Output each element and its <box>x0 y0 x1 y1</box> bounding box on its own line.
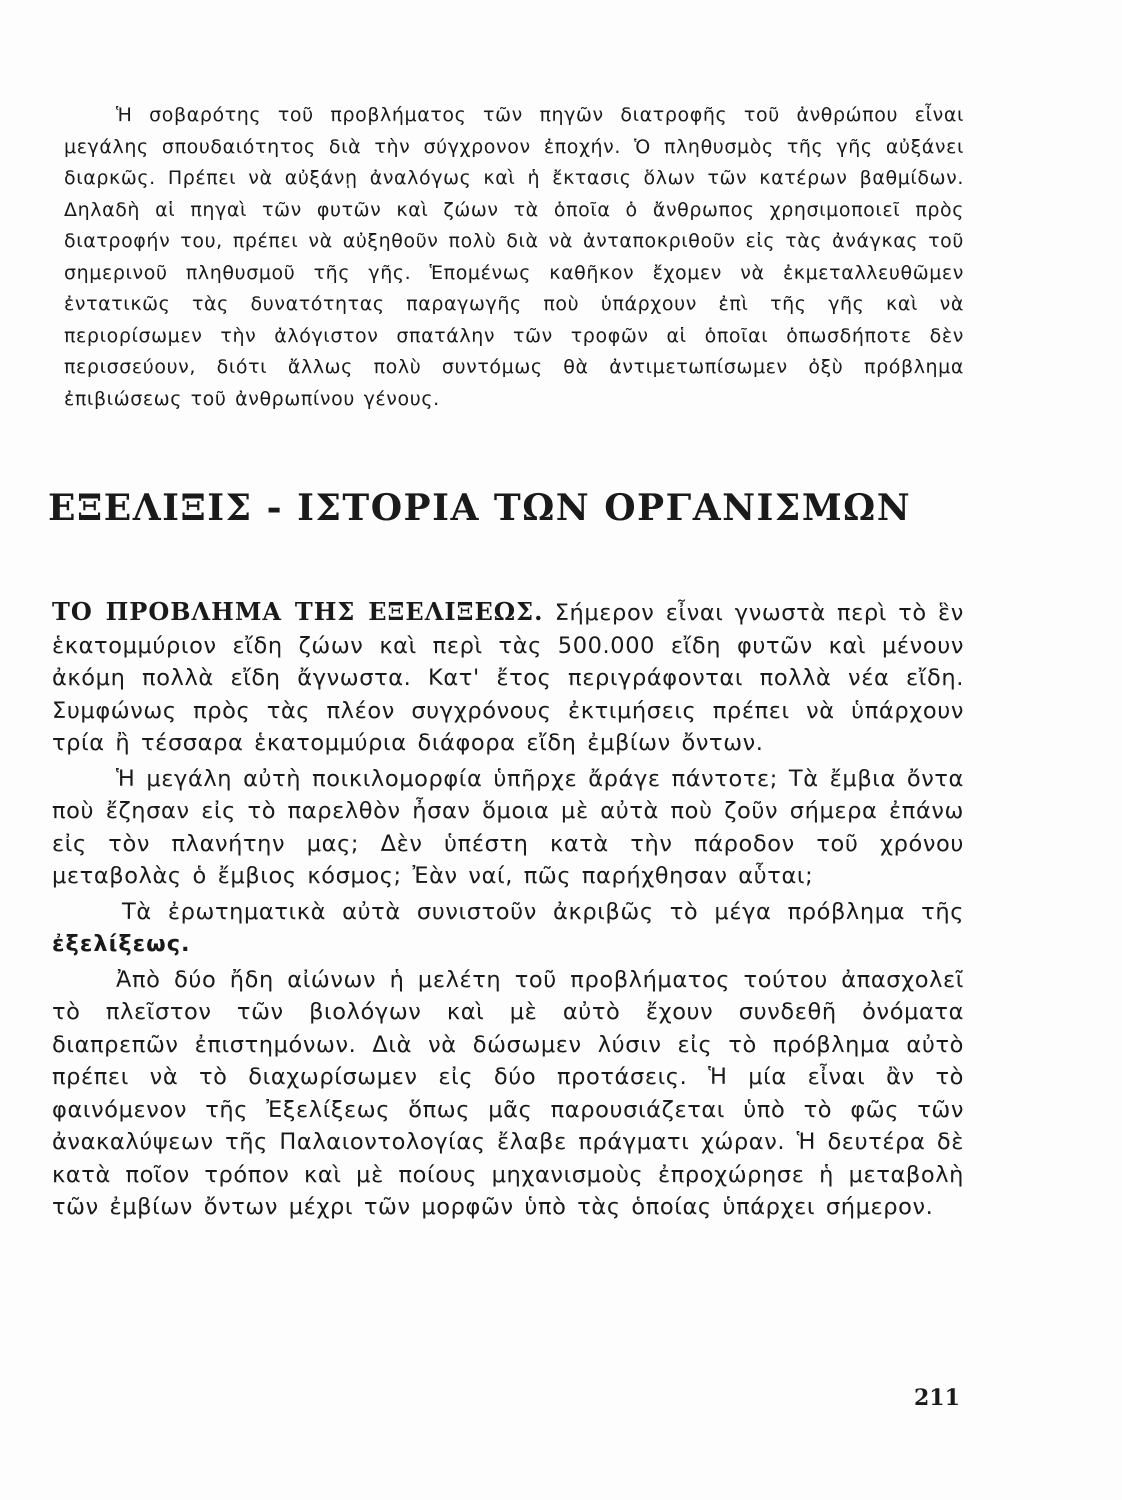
section-paragraph-1-text: Σήμερον εἶναι γνωστὰ περὶ τὸ ἓν ἑκατομμύριον εἴδη ζώων καὶ περὶ τὰς 500.000 εἴδη φυτῶν καὶ μένουν ἀκόμη πολλὰ εἴδη ἄγνωστα. Κατ' ἔτος περιγράφονται πολλὰ νέα εἴδη. Συμφώνως πρὸς τὰς πλέον συγχρόνους ἐκτιμήσεις πρέπει νὰ ὑπάρχουν τρία ἢ τέσσαρα ἑκατομμύρια διάφορα εἴδη ἐμβίων ὄντων. <box>52 600 964 756</box>
intro-paragraph <box>64 100 964 415</box>
evolution-term: ἐξελίξεως. <box>52 931 191 957</box>
section-body <box>52 596 964 1227</box>
section-title: ΤΟ ΠΡΟΒΛΗΜΑ ΤΗΣ ΕΞΕΛΙΞΕΩΣ. <box>52 597 544 626</box>
section-paragraph-2: Ἡ μεγάλη αὐτὴ ποικιλομορφία ὑπῆρχε ἄράγε πάντοτε; Τὰ ἔμβια ὄντα ποὺ ἔζησαν εἰς τὸ παρελθὸν ἦσαν ὅμοια μὲ αὐτὰ ποὺ ζοῦν σήμερα ἐπάνω εἰς τὸν πλανήτην μας; Δὲν ὑπέστη κατὰ τὴν πάροδον τοῦ χρόνου μεταβολὰς ὁ ἔμβιος κόσμος; Ἐὰν ναί, πῶς παρήχθησαν αὗται; <box>52 765 964 889</box>
page-number: 211 <box>914 1385 960 1411</box>
section-paragraph-3 <box>52 896 964 961</box>
section-paragraph-3-text: Τὰ ἐρωτηματικὰ αὐτὰ συνιστοῦν ἀκριβῶς τὸ μέγα πρόβλημα τῆς <box>122 898 964 925</box>
section-paragraph-4: Ἀπὸ δύο ἤδη αἰώνων ἡ μελέτη τοῦ προβλήματος τούτου ἀπασχολεῖ τὸ πλεῖστον τῶν βιολόγων καὶ μὲ αὐτὸ ἔχουν συνδεθῆ ὀνόματα διαπρεπῶν ἐπιστημόνων. Διὰ νὰ δώσωμεν λύσιν εἰς τὸ πρόβλημα αὐτὸ πρέπει νὰ τὸ διαχωρίσωμεν εἰς δύο προτάσεις. Ἡ μία εἶναι ἂν τὸ φαινόμενον τῆς Ἐξελίξεως ὅπως μᾶς παρουσιάζεται ὑπὸ τὸ φῶς τῶν ἀνακαλύψεων τῆς Παλαιοντολογίας ἔλαβε πράγματι χώραν. Ἡ δευτέρα δὲ κατὰ ποῖον τρόπον καὶ μὲ ποίους μηχανισμοὺς ἐπροχώρησε ἡ μεταβολὴ τῶν ἐμβίων ὄντων μέχρι τῶν μορφῶν ὑπὸ τὰς ὁποίας ὑπάρχει σήμερον. <box>52 966 964 1220</box>
section-paragraph-1 <box>52 596 964 760</box>
chapter-heading: ΕΞΕΛΙΞΙΣ - ΙΣΤΟΡΙΑ ΤΩΝ ΟΡΓΑΝΙΣΜΩΝ <box>48 487 912 529</box>
intro-text: Ἡ σοβαρότης τοῦ προβλήματος τῶν πηγῶν διατροφῆς τοῦ ἀνθρώπου εἶναι μεγάλης σπουδαιότητος διὰ τὴν σύγχρονον ἐποχήν. Ὁ πληθυσμὸς τῆς γῆς αὐξάνει διαρκῶς. Πρέπει νὰ αὐξάνῃ ἀναλόγως καὶ ἡ ἔκτασις ὅλων τῶν κατέρων βαθμίδων. Δηλαδὴ αἱ πηγαὶ τῶν φυτῶν καὶ ζώων τὰ ὁποῖα ὁ ἄνθρωπος χρησιμοποιεῖ πρὸς διατροφήν του, πρέπει νὰ αὐξηθοῦν πολὺ διὰ νὰ ἀνταποκριθοῦν εἰς τὰς ἀνάγκας τοῦ σημερινοῦ πληθυσμοῦ τῆς γῆς. Ἑπομένως καθῆκον ἔχομεν νὰ ἐκμεταλλευθῶμεν ἐντατικῶς τὰς δυνατότητας παραγωγῆς ποὺ ὑπάρχουν ἐπὶ τῆς γῆς καὶ νὰ περιορίσωμεν τὴν ἀλόγιστον σπατάλην τῶν τροφῶν αἱ ὁποῖαι ὁπωσδήποτε δὲν περισσεύουν, διότι ἄλλως πολὺ συντόμως θὰ ἀντιμετωπίσωμεν ὀξὺ πρόβλημα ἐπιβιώσεως τοῦ ἀνθρωπίνου γένους. <box>64 104 964 410</box>
